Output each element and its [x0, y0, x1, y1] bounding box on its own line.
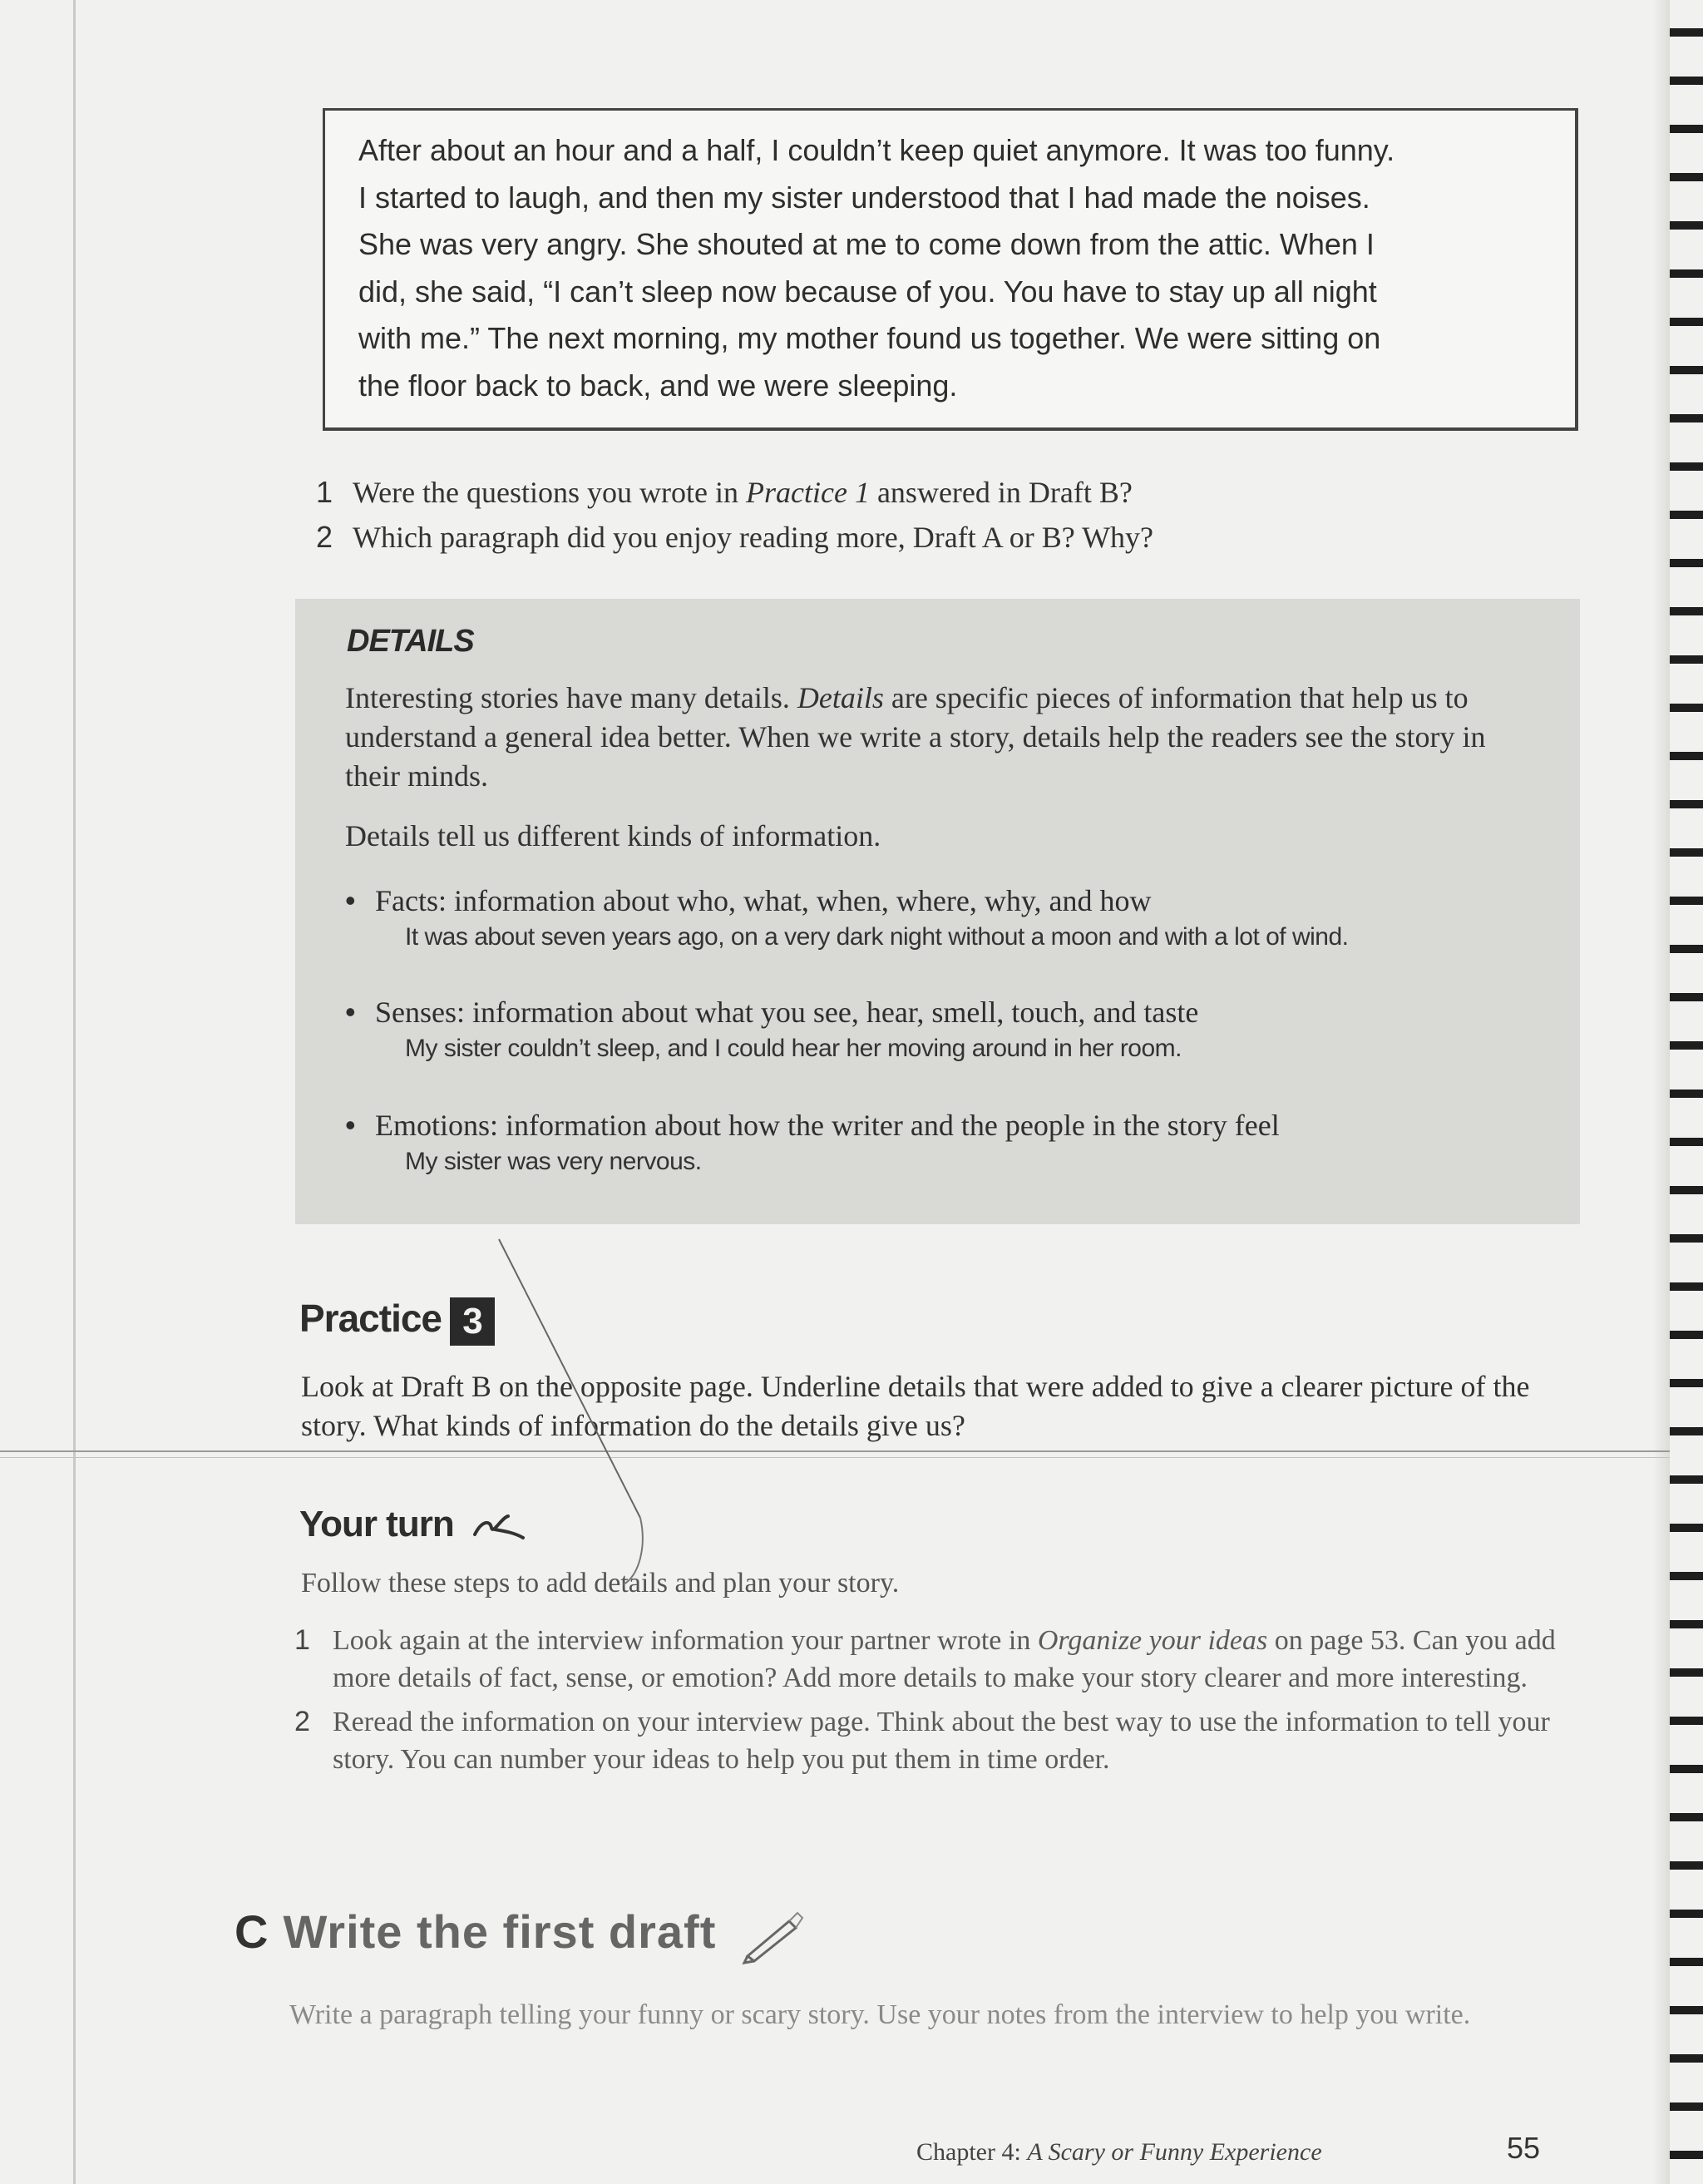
your-turn-label: Your turn — [299, 1504, 454, 1544]
question-item — [316, 515, 1563, 560]
details-item-text: information about what you see, hear, smell, touch, and taste — [465, 996, 1199, 1029]
page-fold-line-shadow — [0, 1457, 1670, 1458]
story-text — [358, 127, 1564, 409]
details-list-item-facts — [345, 882, 1551, 955]
step-item — [291, 1703, 1572, 1778]
question-text: Were the questions you wrote in — [353, 476, 746, 509]
details-item-example: My sister was very nervous. — [405, 1148, 702, 1175]
details-item-text: information about who, what, when, where, why, and how — [447, 884, 1152, 917]
footer-chapter — [916, 2138, 1322, 2167]
details-item-label: Facts: — [375, 884, 447, 917]
details-info-box — [295, 599, 1580, 1224]
details-paragraph — [345, 679, 1534, 796]
bullet-icon: • — [345, 1108, 356, 1142]
details-item-heading — [345, 882, 1551, 920]
details-item-heading — [345, 1106, 1551, 1144]
step-text: Reread the information on your interview page. Think about the best way to use the information to tell your story. You can number your ideas to help you put them in time order. — [333, 1707, 1550, 1775]
details-item-label: Emotions: — [375, 1109, 499, 1142]
story-line: the floor back to back, and we were sleeping. — [358, 368, 958, 403]
details-paragraph-2: Details tell us different kinds of information. — [345, 819, 881, 852]
your-turn-steps — [291, 1622, 1572, 1785]
footer-chapter-label: Chapter 4: — [916, 2138, 1028, 2166]
question-text: Which paragraph did you enjoy reading more, Draft A or B? Why? — [353, 521, 1154, 554]
question-text: answered in Draft B? — [869, 476, 1133, 509]
your-turn-intro: Follow these steps to add details and plan your story. — [301, 1568, 900, 1598]
spiral-binding — [1670, 0, 1703, 2184]
footer-chapter-title: A Scary or Funny Experience — [1027, 2138, 1322, 2166]
details-text: are specific pieces of information that help us to understand a general idea better. When we write a story, details help the readers see the story in their minds. — [345, 681, 1486, 793]
step-text: on page 53. Can you add more details of fact, sense, or emotion? Add more details to make your story clearer and more interesting. — [333, 1625, 1556, 1693]
page-margin-line — [73, 0, 76, 2184]
story-line: She was very angry. She shouted at me to come down from the attic. When I — [358, 227, 1375, 261]
details-item-example: My sister couldn’t sleep, and I could hear her moving around in her room. — [405, 1035, 1182, 1062]
practice-number-badge: 3 — [450, 1297, 495, 1346]
details-text: Interesting stories have many details. — [345, 681, 797, 714]
story-line: I started to laugh, and then my sister understood that I had made the noises. — [358, 180, 1370, 215]
section-c-heading — [234, 1905, 806, 1964]
draft-questions — [316, 470, 1563, 560]
details-item-heading — [345, 993, 1551, 1031]
page-number: 55 — [1507, 2131, 1541, 2165]
story-line: did, she said, “I can’t sleep now because of you. You have to stay up all night — [358, 274, 1377, 309]
section-title: Write the first draft — [283, 1905, 717, 1958]
step-emphasis: Organize your ideas — [1037, 1625, 1268, 1656]
section-letter: C — [234, 1905, 269, 1958]
details-list-item-senses — [345, 993, 1551, 1066]
your-turn-heading — [299, 1504, 530, 1545]
pen-icon — [739, 1906, 806, 1964]
question-number: 2 — [316, 520, 333, 554]
practice-label: Practice — [299, 1297, 442, 1340]
details-emphasis: Details — [797, 681, 884, 714]
practice-heading — [299, 1296, 495, 1346]
page-fold-line — [0, 1450, 1670, 1452]
story-excerpt-box — [323, 108, 1578, 431]
question-number: 1 — [316, 475, 333, 509]
details-item-example: It was about seven years ago, on a very dark night without a moon and with a lot of wind. — [405, 923, 1349, 951]
step-number: 2 — [294, 1706, 310, 1737]
binding-shadow — [1653, 0, 1670, 2184]
step-item — [291, 1622, 1572, 1697]
question-emphasis: Practice 1 — [746, 476, 870, 509]
section-c-instructions: Write a paragraph telling your funny or scary story. Use your notes from the interview to help you write. — [289, 1999, 1471, 2030]
details-list-item-emotions — [345, 1106, 1551, 1179]
pencil-squiggle-icon — [471, 1510, 530, 1543]
question-item — [316, 470, 1563, 515]
story-line: with me.” The next morning, my mother found us together. We were sitting on — [358, 321, 1381, 355]
details-item-text: information about how the writer and the people in the story feel — [498, 1109, 1280, 1142]
step-number: 1 — [294, 1624, 310, 1656]
story-line: After about an hour and a half, I couldn’t keep quiet anymore. It was too funny. — [358, 133, 1395, 167]
bullet-icon: • — [345, 995, 356, 1029]
practice-instructions: Look at Draft B on the opposite page. Underline details that were added to give a clearer picture of the story. What kinds of information do the details give us? — [301, 1370, 1530, 1442]
details-item-label: Senses: — [375, 996, 465, 1029]
details-title: DETAILS — [347, 624, 474, 659]
step-text: Look again at the interview information your partner wrote in — [333, 1625, 1038, 1656]
bullet-icon: • — [345, 883, 356, 917]
